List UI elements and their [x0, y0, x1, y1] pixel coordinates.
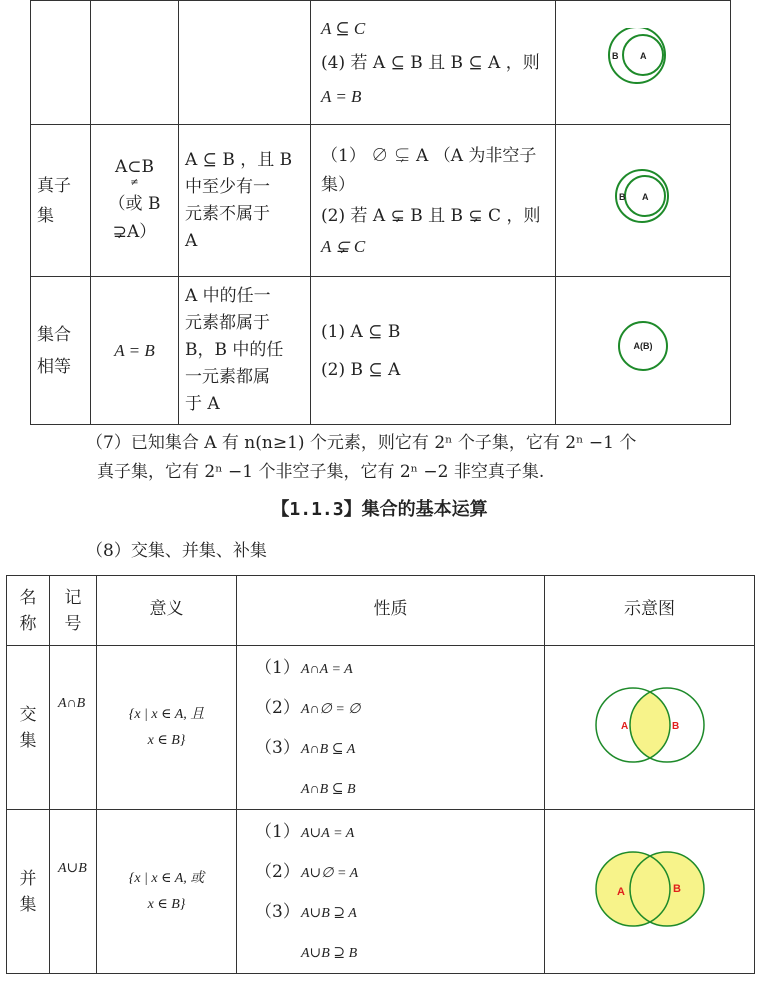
equal-sets-symbol-cell: A = B: [91, 277, 179, 425]
table-row-union: [7, 810, 755, 974]
label-b: B: [619, 192, 626, 202]
meaning-line: 于 A: [185, 394, 220, 414]
property-number: （2）: [255, 697, 300, 718]
property-line: A ⊆ C: [321, 18, 366, 38]
subset-property-cell: [311, 1, 556, 125]
row-name-char: 集: [19, 730, 37, 751]
union-property-cell: [237, 810, 545, 974]
intersection-symbol-cell: A∩B: [50, 646, 97, 810]
property-number: （3）: [255, 737, 300, 758]
equal-sets-diagram-cell: [556, 277, 731, 425]
property-line: （1） ∅ ⊊ A （A 为非空子: [321, 145, 537, 166]
property-number: （3）: [255, 901, 300, 922]
property-line: (4) 若 A ⊆ B 且 B ⊆ A ，则: [321, 52, 540, 73]
intersection-name-cell: [7, 646, 50, 810]
union-diagram-cell: [545, 810, 755, 974]
row-name-line: 集合: [37, 324, 71, 345]
subset-meaning-cell: [179, 1, 311, 125]
subset-diagram-cell: [556, 1, 731, 125]
property-line: (1) A ⊆ B: [321, 321, 401, 342]
property-text: A∪A = A: [301, 825, 355, 841]
subset-name-cell: [31, 1, 91, 125]
label-a: A: [620, 721, 628, 732]
property-line: [237, 728, 544, 768]
meaning-line: {x | x ∈ A, 且: [128, 706, 205, 722]
union-name-cell: [7, 810, 50, 974]
union-symbol-cell: A∪B: [50, 810, 97, 974]
label-a: A: [616, 886, 625, 898]
set-relations-table: [30, 0, 731, 425]
paragraph-8: （8）交集、并集、补集: [86, 541, 267, 561]
paragraph-7-line-2: 真子集，它有 2ⁿ −1 个非空子集，它有 2ⁿ −2 非空真子集.: [97, 462, 545, 482]
meaning-line: A 中的任一: [185, 286, 271, 306]
intersection-meaning-cell: [97, 646, 237, 810]
subset-symbol-cell: [91, 1, 179, 125]
meaning-line: A: [185, 230, 198, 251]
property-line: [237, 932, 544, 972]
property-line: 集）: [321, 174, 355, 195]
header-diagram: 示意图: [545, 576, 755, 646]
row-name-line: 集: [37, 205, 54, 226]
property-text: A∪∅ = A: [301, 865, 359, 881]
property-text: A∩∅ = ∅: [301, 701, 361, 717]
property-line: [237, 812, 544, 852]
label-b: B: [672, 883, 681, 895]
subset-venn-diagram: [603, 28, 683, 88]
row-name-line: 真子: [37, 175, 71, 196]
meaning-line: A ⊆ B ，且 B: [185, 149, 293, 170]
header-char: 号: [64, 613, 82, 634]
proper-subset-name-cell: [31, 125, 91, 277]
label-a: A: [640, 51, 647, 61]
property-line: A = B: [321, 86, 362, 106]
property-text: A∩B ⊆ A: [301, 741, 356, 757]
proper-subset-meaning-cell: [179, 125, 311, 277]
equal-sets-name-cell: [31, 277, 91, 425]
property-line: (2) 若 A ⊊ B 且 B ⊊ C ，则: [321, 205, 541, 226]
meaning-line: B，B 中的任: [185, 340, 284, 360]
header-char: 名: [19, 587, 37, 608]
section-heading: 【1.1.3】集合的基本运算: [271, 499, 488, 520]
set-operations-table: [6, 575, 755, 974]
union-meaning-cell: [97, 810, 237, 974]
meaning-line: x ∈ B}: [147, 896, 186, 912]
union-venn-diagram: [593, 839, 707, 939]
meaning-line: {x | x ∈ A, 或: [128, 870, 205, 886]
header-char: 记: [64, 587, 82, 608]
table-row-equal-sets: [31, 277, 731, 425]
header-symbol: [50, 576, 97, 646]
property-text: A∩A = A: [301, 661, 353, 677]
equal-sets-property-cell: [311, 277, 556, 425]
property-text: A∪B ⊇ B: [301, 945, 358, 961]
intersection-diagram-cell: [545, 646, 755, 810]
property-line: A ⊊ C: [321, 236, 366, 256]
header-property: 性质: [237, 576, 545, 646]
meaning-line: 元素不属于: [185, 203, 270, 224]
equal-sets-venn-diagram: [613, 316, 673, 376]
intersection-venn-diagram: [595, 675, 705, 775]
property-number: （1）: [255, 821, 300, 842]
property-number: （1）: [255, 657, 300, 678]
meaning-line: 中至少有一: [185, 176, 270, 197]
symbol-sub: ≠: [130, 176, 139, 188]
table-row-intersection: [7, 646, 755, 810]
table-row-proper-subset: [31, 125, 731, 277]
property-line: [237, 768, 544, 808]
paragraph-7-line-1: （7）已知集合 A 有 n(n≥1) 个元素，则它有 2ⁿ 个子集，它有 2ⁿ −1 个: [86, 433, 637, 453]
label-ab: A(B): [633, 341, 653, 351]
row-name-line: 相等: [37, 356, 71, 377]
property-line: [237, 688, 544, 728]
property-line: [237, 852, 544, 892]
equal-sets-meaning-cell: [179, 277, 311, 425]
property-number: （2）: [255, 861, 300, 882]
row-name-char: 交: [19, 704, 37, 725]
symbol-line: （或 B: [108, 193, 161, 214]
proper-subset-symbol-cell: [91, 125, 179, 277]
proper-subset-diagram-cell: [556, 125, 731, 277]
meaning-line: x ∈ B}: [147, 732, 186, 748]
label-b: B: [671, 721, 679, 732]
property-text: A∪B ⊇ A: [301, 905, 357, 921]
meaning-line: 一元素都属: [185, 367, 270, 387]
property-line: [237, 892, 544, 932]
property-line: (2) B ⊆ A: [321, 359, 401, 380]
header-meaning: 意义: [97, 576, 237, 646]
property-text: A∩B ⊆ B: [301, 781, 356, 797]
row-name-char: 并: [19, 868, 37, 889]
header-name: [7, 576, 50, 646]
label-a: A: [642, 192, 649, 202]
row-name-char: 集: [19, 894, 37, 915]
intersection-property-cell: [237, 646, 545, 810]
table-header-row: [7, 576, 755, 646]
meaning-line: 元素都属于: [185, 313, 270, 333]
label-b: B: [612, 51, 619, 61]
table-row-subset: [31, 1, 731, 125]
symbol-line: A⊂B: [114, 156, 154, 177]
header-char: 称: [19, 613, 37, 634]
proper-subset-property-cell: [311, 125, 556, 277]
proper-subset-venn-diagram: [608, 164, 678, 228]
property-line: [237, 648, 544, 688]
symbol-line: ⊋A）: [112, 221, 157, 242]
